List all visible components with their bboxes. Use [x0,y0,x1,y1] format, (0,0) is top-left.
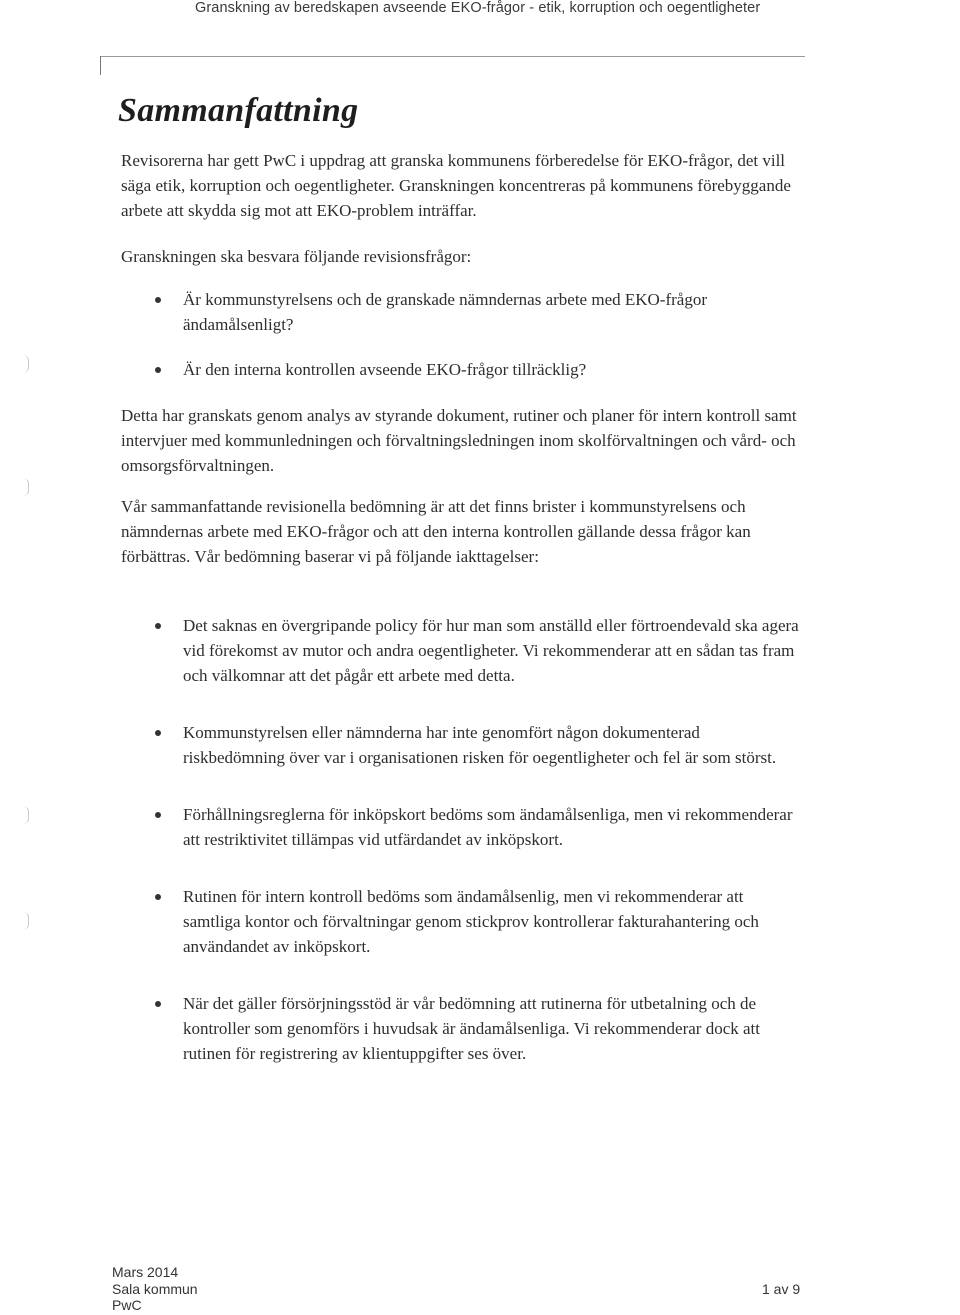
footer-organization: Sala kommun [112,1280,198,1297]
question-text: Är kommunstyrelsens och de granskade nämndernas arbete med EKO-frågor ändamålsenligt? [183,290,707,334]
scan-margin-mark [22,355,29,373]
page-number: 1 av 9 [762,1281,801,1297]
findings-list [145,613,805,1066]
bullet-icon [155,730,161,736]
bullet-icon [155,1001,161,1007]
scan-margin-mark [22,478,29,496]
finding-text: Kommunstyrelsen eller nämnderna har inte genomfört någon dokumenterad riskbedömning över var i organisationen risken för oegentligheter och fel är som störst. [183,723,777,767]
question-item [145,287,805,337]
bullet-icon [155,297,161,303]
footer-author: PwC [112,1297,142,1313]
bullet-icon [155,623,161,629]
bullet-icon [155,812,161,818]
finding-item [145,613,805,688]
running-header: Granskning av beredskapen avseende EKO-frågor - etik, korruption och oegentligheter [195,0,761,16]
finding-item [145,884,805,959]
finding-item [145,802,805,852]
section-frame-left-rule [100,56,101,75]
footer-date: Mars 2014 [112,1264,179,1280]
section-title: Sammanfattning [118,92,359,129]
question-text: Är den interna kontrollen avseende EKO-frågor tillräcklig? [183,360,587,379]
method-paragraph: Detta har granskats genom analys av styrande dokument, rutiner och planer för intern kontroll samt intervjuer med kommunledningen och förvaltningsledningen inom skolförvaltningen och vård- och omsorgsförvaltningen. [121,406,797,475]
scan-margin-mark [22,806,29,824]
finding-text: Rutinen för intern kontroll bedöms som ändamålsenlig, men vi rekommenderar att samtliga kontor och förvaltningar genom stickprov kontrollerar fakturahantering och användandet av inköpskort. [183,887,759,956]
footer [112,1264,198,1314]
scan-margin-mark [22,912,29,930]
assessment-paragraph: Vår sammanfattande revisionella bedömning är att det finns brister i kommunstyrelsens och nämndernas arbete med EKO-frågor och att den interna kontrollen gällande dessa frågor kan förbättras. Vår bedömning baserar vi på följande iakttagelser: [121,497,751,566]
bullet-icon [155,894,161,900]
section-frame-top-rule [100,56,805,57]
finding-item [145,720,805,770]
finding-item [145,991,805,1066]
question-item [145,357,805,382]
finding-text: Det saknas en övergripande policy för hur man som anställd eller förtroendevald ska agera vid förekomst av mutor och andra oegentligheter. Vi rekommenderar att en sådan tas fram och välkomnar att det pågår ett arbete med detta. [183,616,799,685]
questions-intro: Granskningen ska besvara följande revisionsfrågor: [121,247,472,266]
intro-paragraph: Revisorerna har gett PwC i uppdrag att granska kommunens förberedelse för EKO-frågor, det vill säga etik, korruption och oegentligheter. Granskningen koncentreras på kommunens förebyggande arbete att skydda sig mot att EKO-problem inträffar. [121,151,791,220]
question-list [145,287,805,382]
finding-text: Förhållningsreglerna för inköpskort bedöms som ändamålsenliga, men vi rekommenderar att restriktivitet tillämpas vid utfärdandet av inköpskort. [183,805,793,849]
finding-text: När det gäller försörjningsstöd är vår bedömning att rutinerna för utbetalning och de kontroller som genomförs i huvudsak är ändamålsenliga. Vi rekommenderar dock att rutinen för registrering av klientuppgifter ses över. [183,994,760,1063]
bullet-icon [155,367,161,373]
